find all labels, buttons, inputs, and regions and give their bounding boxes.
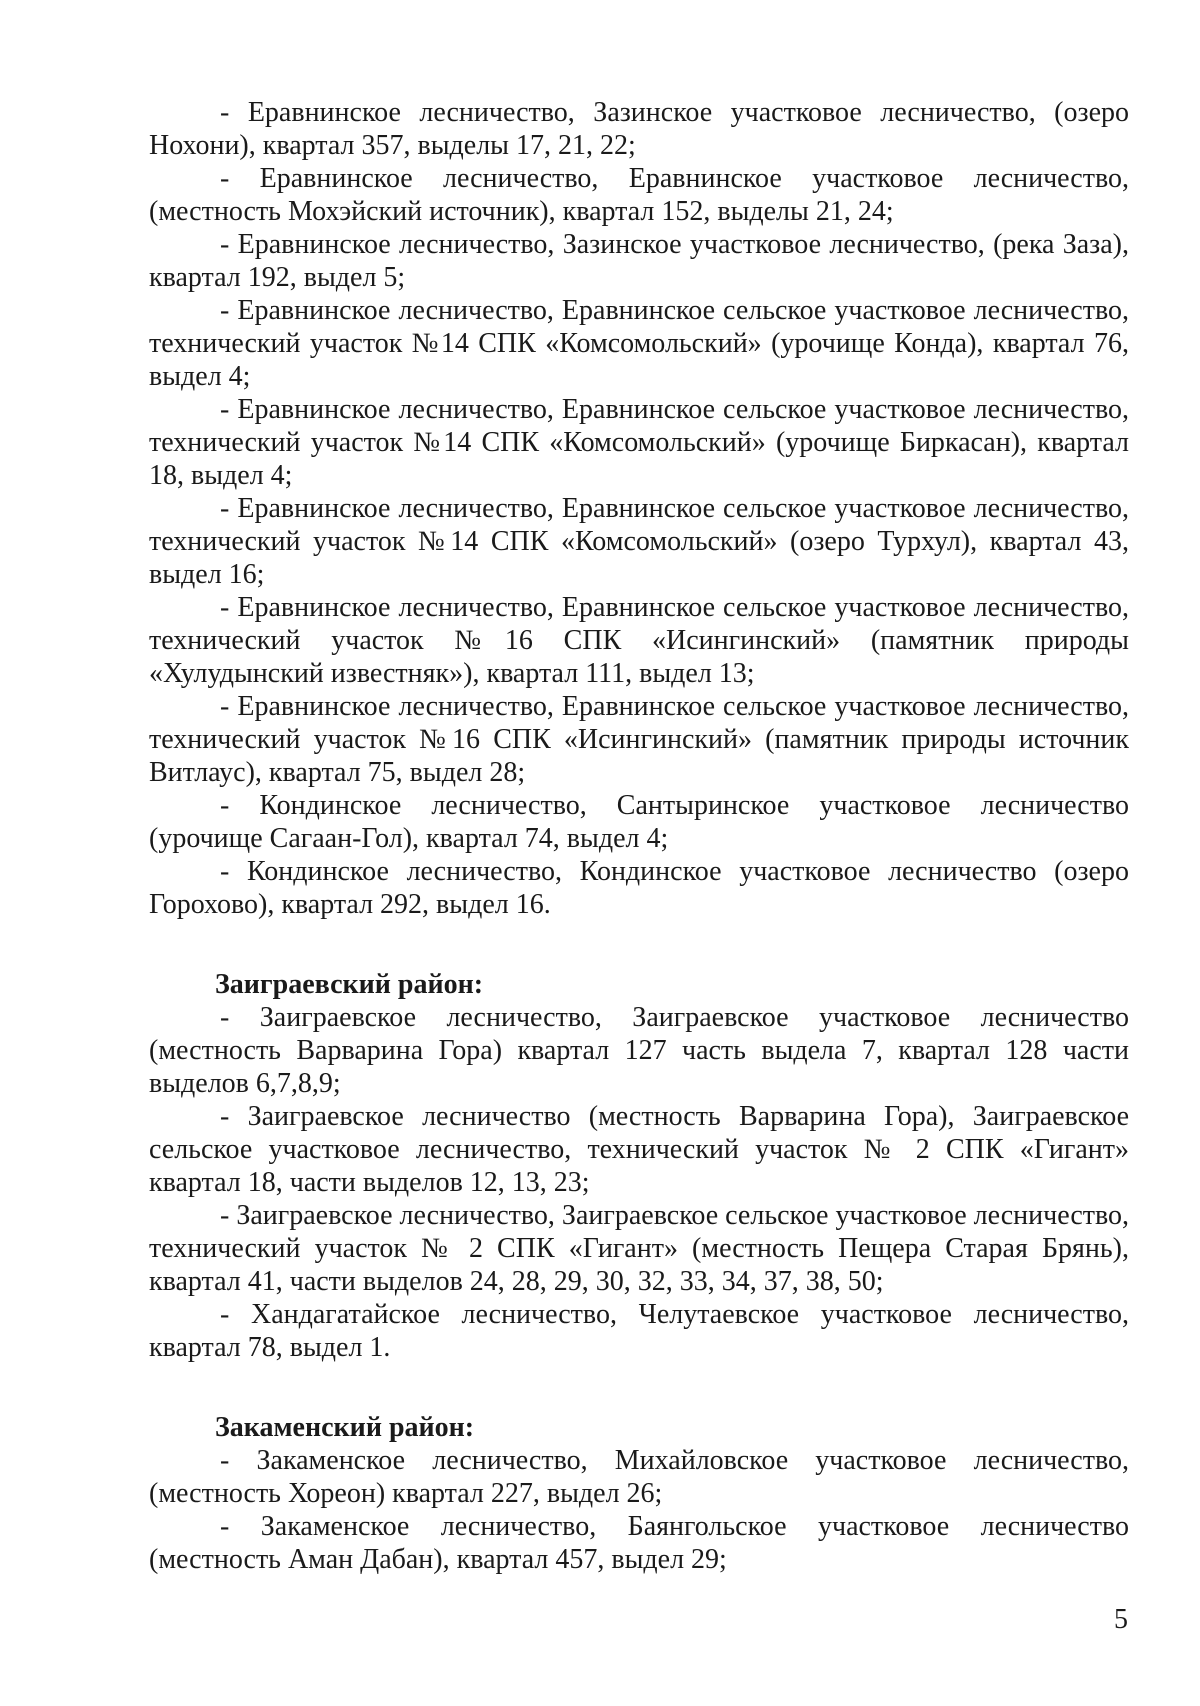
section-heading: Закаменский район: [215,1412,475,1443]
list-item: - Еравнинское лесничество, Зазинское участковое лесничество, (река Заза), квартал 192, выдел 5; [149,229,1129,293]
document-body [149,96,1129,1576]
list-item: - Закаменское лесничество, Михайловское участковое лесничество, (местность Хореон) квартал 227, выдел 26; [149,1445,1129,1509]
page-number: 5 [1114,1604,1128,1635]
section-zaigraevsky [149,968,1129,1364]
section-zakamensky [149,1411,1129,1576]
list-item: - Кондинское лесничество, Сантыринское участковое лесничество (урочище Сагаан-Гол), квартал 74, выдел 4; [149,790,1129,854]
section-eravninsky-continued [149,96,1129,921]
list-item: - Еравнинское лесничество, Еравнинское сельское участковое лесничество, технический участок №14 СПК «Комсомольский» (озеро Турхул), квартал 43, выдел 16; [149,493,1129,590]
list-item: - Еравнинское лесничество, Еравнинское участковое лесничество, (местность Мохэйский источник), квартал 152, выделы 21, 24; [149,163,1129,227]
list-item: - Заиграевское лесничество (местность Варварина Гора), Заиграевское сельское участковое лесничество, технический участок № 2 СПК «Гигант» квартал 18, части выделов 12, 13, 23; [149,1101,1129,1198]
list-item: - Кондинское лесничество, Кондинское участковое лесничество (озеро Горохово), квартал 292, выдел 16. [149,856,1129,920]
list-item: - Заиграевское лесничество, Заиграевское сельское участковое лесничество, технический участок № 2 СПК «Гигант» (местность Пещера Старая Брянь), квартал 41, части выделов 24, 28, 29, 30, 32, 33, 34, 37, 38, 50; [149,1200,1130,1297]
list-item: - Еравнинское лесничество, Еравнинское сельское участковое лесничество, технический участок №16 СПК «Исингинский» (памятник природы «Хулудынский известняк»), квартал 111, выдел 13; [149,592,1129,689]
list-item: - Хандагатайское лесничество, Челутаевское участковое лесничество, квартал 78, выдел 1. [149,1299,1129,1363]
list-item: - Еравнинское лесничество, Зазинское участковое лесничество, (озеро Нохони), квартал 357, выделы 17, 21, 22; [149,97,1129,161]
section-heading: Заиграевский район: [215,969,484,1000]
list-item: - Еравнинское лесничество, Еравнинское сельское участковое лесничество, технический участок №16 СПК «Исингинский» (памятник природы источник Витлаус), квартал 75, выдел 28; [149,691,1129,788]
list-item: - Еравнинское лесничество, Еравнинское сельское участковое лесничество, технический участок №14 СПК «Комсомольский» (урочище Конда), квартал 76, выдел 4; [149,295,1129,392]
list-item: - Еравнинское лесничество, Еравнинское сельское участковое лесничество, технический участок №14 СПК «Комсомольский» (урочище Биркасан), квартал 18, выдел 4; [149,394,1129,491]
list-item: - Закаменское лесничество, Баянгольское участковое лесничество (местность Аман Дабан), квартал 457, выдел 29; [149,1511,1129,1575]
list-item: - Заиграевское лесничество, Заиграевское участковое лесничество (местность Варварина Гора) квартал 127 часть выдела 7, квартал 128 части выделов 6,7,8,9; [149,1002,1129,1099]
